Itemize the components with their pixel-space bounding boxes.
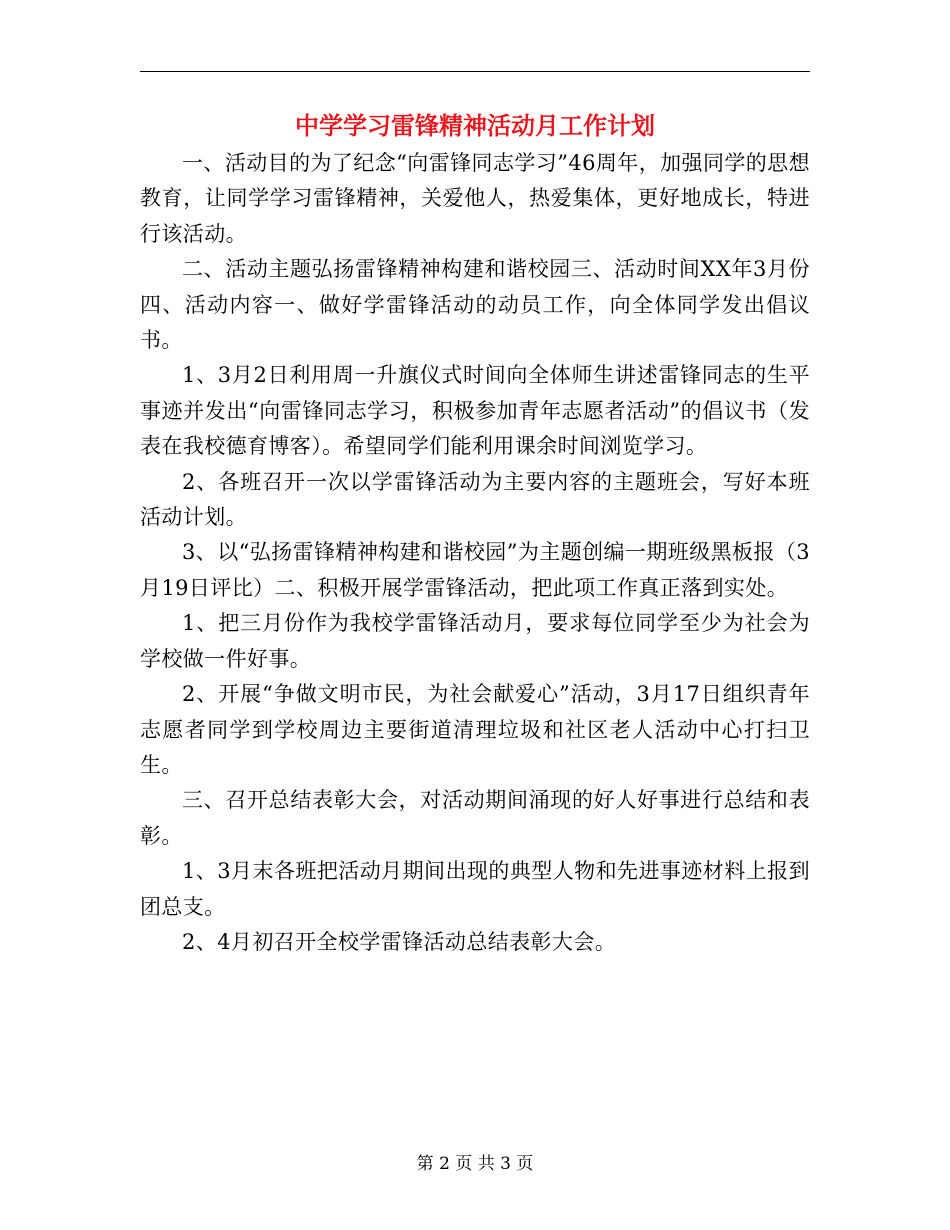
page-number: 第 2 页 共 3 页 [416, 1154, 534, 1174]
paragraph-3: 1、3月2日利用周一升旗仪式时间向全体师生讲述雷锋同志的生平事迹并发出“向雷锋同志学习，积极参加青年志愿者活动”的倡议书（发表在我校德育博客）。希望同学们能利用课余时间浏览学习。 [140, 363, 810, 459]
paragraph-9: 1、3月末各班把活动月期间出现的典型人物和先进事迹材料上报到团总支。 [140, 859, 810, 919]
paragraph-7: 2、开展“争做文明市民，为社会献爱心”活动，3月17日组织青年志愿者同学到学校周边主要街道清理垃圾和社区老人活动中心打扫卫生。 [140, 682, 810, 777]
paragraph-6: 1、把三月份作为我校学雷锋活动月，要求每位同学至少为社会为学校做一件好事。 [140, 611, 810, 671]
paragraph-8: 三、召开总结表彰大会，对活动期间涌现的好人好事进行总结和表彰。 [140, 788, 810, 848]
header-rule [140, 71, 810, 72]
paragraph-1: 一、活动目的为了纪念“向雷锋同志学习”46周年，加强同学的思想教育，让同学学习雷锋精神，关爱他人，热爱集体，更好地成长，特进行该活动。 [140, 151, 810, 246]
paragraph-10: 2、4月初召开全校学雷锋活动总结表彰大会。 [182, 929, 617, 954]
paragraph-5: 3、以“弘扬雷锋精神构建和谐校园”为主题创编一期班级黑板报（3月19日评比）二、积极开展学雷锋活动，把此项工作真正落到实处。 [140, 540, 810, 600]
paragraph-4: 2、各班召开一次以学雷锋活动为主要内容的主题班会，写好本班活动计划。 [140, 469, 810, 530]
paragraph-2: 二、活动主题弘扬雷锋精神构建和谐校园三、活动时间XX年3月份四、活动内容一、做好学雷锋活动的动员工作，向全体同学发出倡议书。 [140, 257, 810, 353]
document-body [140, 146, 810, 960]
document-title: 中学学习雷锋精神活动月工作计划 [295, 111, 655, 140]
